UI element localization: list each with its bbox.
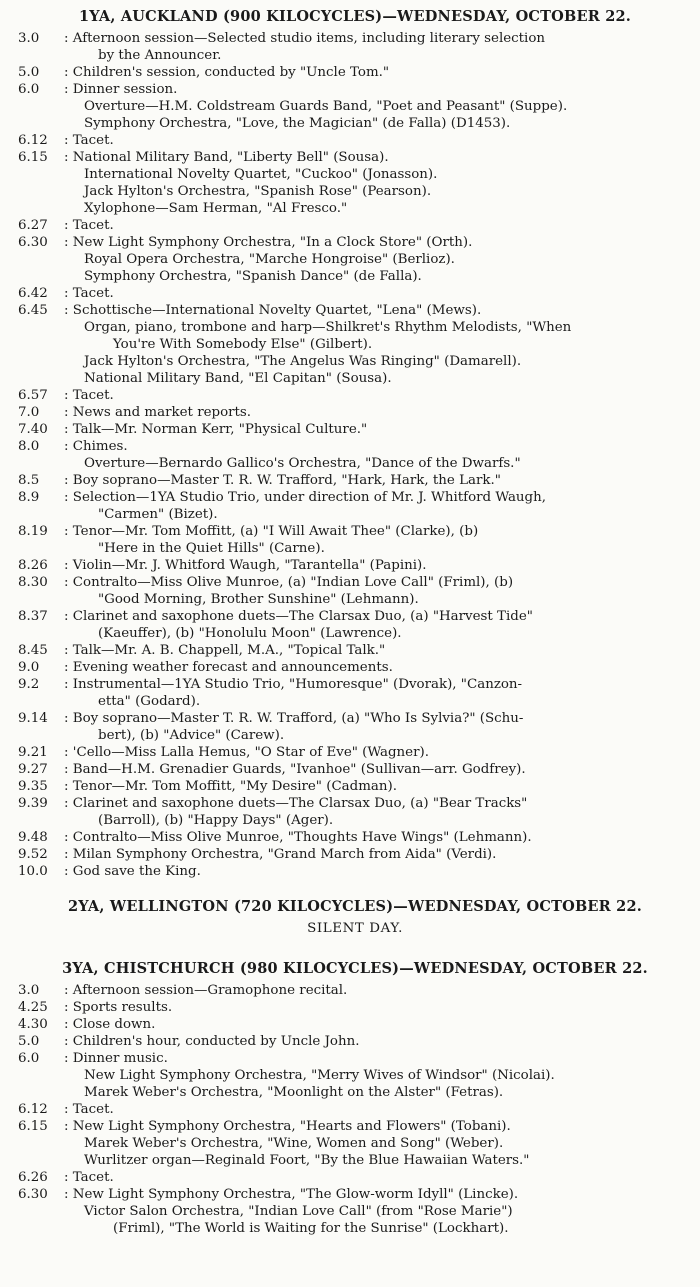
programme-entry — [18, 846, 692, 863]
entry-text: : Evening weather forecast and announcements. — [64, 660, 393, 675]
programme-entry — [18, 285, 692, 302]
entry-text: : Tacet. — [64, 218, 114, 233]
entry-time: 9.35 — [18, 779, 48, 794]
entry-text: : Tacet. — [64, 388, 114, 403]
entry-continuation: "Good Morning, Brother Sunshine" (Lehmann). — [98, 592, 419, 607]
entry-continuation: Overture—Bernardo Gallico's Orchestra, "Dance of the Dwarfs." — [84, 456, 521, 471]
programme-entry — [18, 608, 692, 625]
entry-time: 8.30 — [18, 575, 48, 590]
entry-time: 6.27 — [18, 218, 48, 233]
entry-continuation: New Light Symphony Orchestra, "Merry Wives of Windsor" (Nicolai). — [84, 1068, 555, 1083]
programme-entry — [18, 1016, 692, 1033]
entry-continuation: National Military Band, "El Capitan" (Sousa). — [84, 371, 392, 386]
entry-text: : Selection—1YA Studio Trio, under direction of Mr. J. Whitford Waugh, — [64, 490, 547, 505]
entry-text: : Schottische—International Novelty Quartet, "Lena" (Mews). — [64, 303, 482, 318]
entry-time: 9.52 — [18, 847, 48, 862]
entry-text: : Milan Symphony Orchestra, "Grand March from Aida" (Verdi). — [64, 847, 497, 862]
entry-text: : Children's session, conducted by "Uncle Tom." — [64, 65, 390, 80]
programme-entry — [18, 64, 692, 81]
entry-text: : Afternoon session—Gramophone recital. — [64, 983, 348, 998]
entry-text: : Band—H.M. Grenadier Guards, "Ivanhoe" (Sullivan—arr. Godfrey). — [64, 762, 526, 777]
entry-continuation: "Here in the Quiet Hills" (Carne). — [98, 541, 325, 556]
entry-time: 9.14 — [18, 711, 48, 726]
entry-time: 8.45 — [18, 643, 48, 658]
entry-continuation: by the Announcer. — [98, 48, 222, 63]
entry-time: 6.57 — [18, 388, 48, 403]
station-section — [18, 894, 692, 942]
entry-continuation: Organ, piano, trombone and harp—Shilkret's Rhythm Melodists, "When — [84, 320, 572, 335]
entry-time: 6.45 — [18, 303, 48, 318]
programme-entry — [18, 1033, 692, 1050]
entry-text: : New Light Symphony Orchestra, "Hearts and Flowers" (Tobani). — [64, 1119, 511, 1134]
entry-text: : Clarinet and saxophone duets—The Clarsax Duo, (a) "Harvest Tide" — [64, 609, 533, 624]
programme-entry — [18, 642, 692, 659]
entry-continuation: Marek Weber's Orchestra, "Moonlight on the Alster" (Fetras). — [84, 1085, 504, 1100]
entry-continuation: Marek Weber's Orchestra, "Wine, Women and Song" (Weber). — [84, 1136, 504, 1151]
programme-entry — [18, 149, 692, 166]
programme-entry — [18, 863, 692, 880]
entry-text: : Tenor—Mr. Tom Moffitt, (a) "I Will Await Thee" (Clarke), (b) — [64, 524, 479, 539]
entry-continuation: (Barroll), (b) "Happy Days" (Ager). — [98, 813, 334, 828]
programme-entry — [18, 982, 692, 999]
entry-text: : Sports results. — [64, 1000, 173, 1015]
entry-text: : Talk—Mr. A. B. Chappell, M.A., "Topical Talk." — [64, 643, 386, 658]
station-section — [18, 4, 692, 880]
programme-entry — [18, 744, 692, 761]
entry-text: : New Light Symphony Orchestra, "The Glow-worm Idyll" (Lincke). — [64, 1187, 519, 1202]
programme-entry — [18, 710, 692, 727]
entry-continuation: bert), (b) "Advice" (Carew). — [98, 728, 285, 743]
entry-text: : Boy soprano—Master T. R. W. Trafford, "Hark, Hark, the Lark." — [64, 473, 501, 488]
entry-continuation: (Friml), "The World is Waiting for the Sunrise" (Lockhart). — [113, 1221, 509, 1236]
entry-continuation: Jack Hylton's Orchestra, "Spanish Rose" (Pearson). — [84, 184, 432, 199]
entry-time: 9.21 — [18, 745, 48, 760]
programme-entry — [18, 404, 692, 421]
entry-text: : Boy soprano—Master T. R. W. Trafford, (a) "Who Is Sylvia?" (Schu- — [64, 711, 524, 726]
programme-entry — [18, 302, 692, 319]
programme-entry — [18, 1169, 692, 1186]
entry-time: 6.0 — [18, 82, 40, 97]
section-gap — [18, 880, 692, 894]
entry-time: 6.26 — [18, 1170, 48, 1185]
station-heading: 2YA, WELLINGTON (720 KILOCYCLES)—WEDNESDAY, OCTOBER 22. — [68, 898, 642, 915]
entry-continuation: etta" (Godard). — [98, 694, 201, 709]
entry-text: : Clarinet and saxophone duets—The Clarsax Duo, (a) "Bear Tracks" — [64, 796, 528, 811]
entry-text: : New Light Symphony Orchestra, "In a Clock Store" (Orth). — [64, 235, 473, 250]
programme-entry — [18, 489, 692, 506]
entry-time: 8.5 — [18, 473, 40, 488]
programme-entry — [18, 659, 692, 676]
programme-entry — [18, 999, 692, 1016]
programme-entry — [18, 829, 692, 846]
entry-continuation: You're With Somebody Else" (Gilbert). — [113, 337, 373, 352]
programme-entry — [18, 574, 692, 591]
programme-entry — [18, 778, 692, 795]
programme-entry — [18, 761, 692, 778]
entry-text: : Contralto—Miss Olive Munroe, "Thoughts Have Wings" (Lehmann). — [64, 830, 532, 845]
entry-time: 4.25 — [18, 1000, 48, 1015]
entry-time: 8.37 — [18, 609, 48, 624]
programme-entry — [18, 1186, 692, 1203]
station-note: SILENT DAY. — [307, 921, 403, 936]
entry-text: : Children's hour, conducted by Uncle John. — [64, 1034, 360, 1049]
entry-text: : 'Cello—Miss Lalla Hemus, "O Star of Eve" (Wagner). — [64, 745, 429, 760]
programme-entry — [18, 30, 692, 47]
entry-continuation: Overture—H.M. Coldstream Guards Band, "Poet and Peasant" (Suppe). — [84, 99, 568, 114]
entry-continuation: Victor Salon Orchestra, "Indian Love Call" (from "Rose Marie") — [84, 1204, 513, 1219]
entry-time: 6.42 — [18, 286, 48, 301]
programme-entry — [18, 1050, 692, 1067]
entry-text: : Tacet. — [64, 1170, 114, 1185]
programme-entry — [18, 387, 692, 404]
programme-entry — [18, 472, 692, 489]
entry-text: : Dinner session. — [64, 82, 178, 97]
programme-entry — [18, 438, 692, 455]
entry-text: : Violin—Mr. J. Whitford Waugh, "Tarantella" (Papini). — [64, 558, 427, 573]
entry-time: 8.19 — [18, 524, 48, 539]
entry-time: 5.0 — [18, 1034, 40, 1049]
programme-entry — [18, 234, 692, 251]
programme-entry — [18, 421, 692, 438]
entry-time: 8.0 — [18, 439, 40, 454]
entry-text: : Instrumental—1YA Studio Trio, "Humoresque" (Dvorak), "Canzon- — [64, 677, 523, 692]
entry-time: 6.30 — [18, 235, 48, 250]
entry-time: 8.9 — [18, 490, 40, 505]
entry-text: : National Military Band, "Liberty Bell" (Sousa). — [64, 150, 389, 165]
entry-text: : Tacet. — [64, 1102, 114, 1117]
entry-time: 10.0 — [18, 864, 48, 879]
programme-entry — [18, 132, 692, 149]
entry-time: 8.26 — [18, 558, 48, 573]
programme-entry — [18, 1118, 692, 1135]
entry-text: : Close down. — [64, 1017, 156, 1032]
entry-continuation: Symphony Orchestra, "Spanish Dance" (de Falla). — [84, 269, 422, 284]
entry-time: 9.2 — [18, 677, 40, 692]
programme-entry — [18, 217, 692, 234]
entry-time: 9.27 — [18, 762, 48, 777]
entry-continuation: Wurlitzer organ—Reginald Foort, "By the Blue Hawaiian Waters." — [84, 1153, 530, 1168]
programme-entry — [18, 523, 692, 540]
entry-continuation: Royal Opera Orchestra, "Marche Hongroise" (Berlioz). — [84, 252, 455, 267]
programme-entry — [18, 557, 692, 574]
entry-continuation: Xylophone—Sam Herman, "Al Fresco." — [84, 201, 348, 216]
entry-time: 6.30 — [18, 1187, 48, 1202]
entry-time: 9.39 — [18, 796, 48, 811]
entry-continuation: "Carmen" (Bizet). — [98, 507, 218, 522]
entry-text: : God save the King. — [64, 864, 201, 879]
entry-time: 7.0 — [18, 405, 40, 420]
entry-time: 9.48 — [18, 830, 48, 845]
programme-entry — [18, 81, 692, 98]
station-heading: 1YA, AUCKLAND (900 KILOCYCLES)—WEDNESDAY, OCTOBER 22. — [78, 8, 632, 25]
entry-time: 6.15 — [18, 1119, 48, 1134]
entry-time: 6.12 — [18, 133, 48, 148]
entry-time: 4.30 — [18, 1017, 48, 1032]
programme-entry — [18, 1101, 692, 1118]
entry-time: 9.0 — [18, 660, 40, 675]
entry-text: : Tacet. — [64, 286, 114, 301]
entry-text: : Tenor—Mr. Tom Moffitt, "My Desire" (Cadman). — [64, 779, 398, 794]
entry-time: 7.40 — [18, 422, 48, 437]
entry-text: : Dinner music. — [64, 1051, 168, 1066]
entry-continuation: Symphony Orchestra, "Love, the Magician" (de Falla) (D1453). — [84, 116, 511, 131]
entry-text: : Afternoon session—Selected studio items, including literary selection — [64, 31, 546, 46]
entry-text: : Tacet. — [64, 133, 114, 148]
section-gap — [18, 942, 692, 956]
entry-continuation: International Novelty Quartet, "Cuckoo" (Jonasson). — [84, 167, 438, 182]
station-section — [18, 956, 692, 1237]
entry-time: 6.0 — [18, 1051, 40, 1066]
entry-text: : Talk—Mr. Norman Kerr, "Physical Culture." — [64, 422, 368, 437]
entry-time: 6.15 — [18, 150, 48, 165]
entry-time: 3.0 — [18, 31, 40, 46]
programme-entry — [18, 676, 692, 693]
entry-text: : News and market reports. — [64, 405, 252, 420]
entry-text: : Contralto—Miss Olive Munroe, (a) "Indian Love Call" (Friml), (b) — [64, 575, 514, 590]
entry-time: 5.0 — [18, 65, 40, 80]
entry-continuation: (Kaeuffer), (b) "Honolulu Moon" (Lawrence). — [98, 626, 402, 641]
entry-time: 6.12 — [18, 1102, 48, 1117]
programme-entry — [18, 795, 692, 812]
entry-continuation: Jack Hylton's Orchestra, "The Angelus Was Ringing" (Damarell). — [84, 354, 522, 369]
entry-time: 3.0 — [18, 983, 40, 998]
station-heading: 3YA, CHISTCHURCH (980 KILOCYCLES)—WEDNESDAY, OCTOBER 22. — [62, 960, 648, 977]
entry-text: : Chimes. — [64, 439, 128, 454]
